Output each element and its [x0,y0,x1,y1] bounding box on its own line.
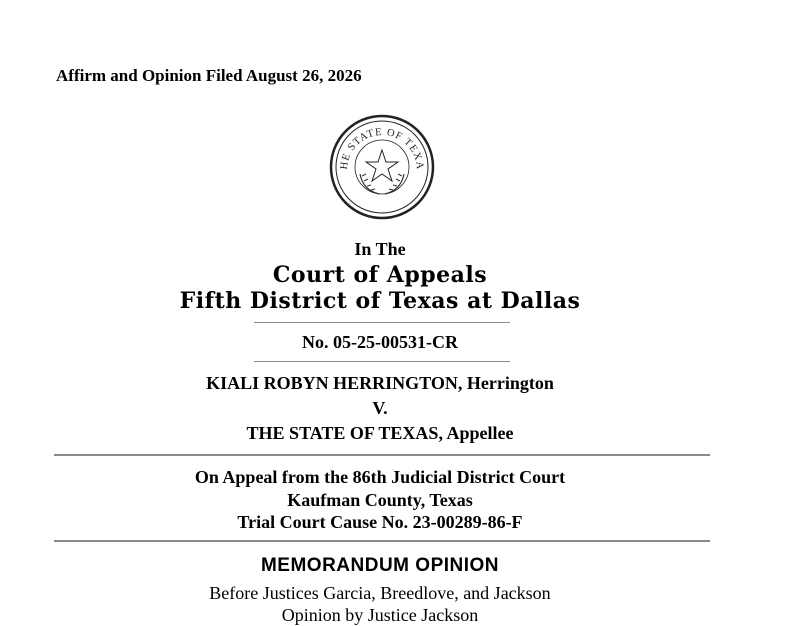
appellant: KIALI ROBYN HERRINGTON, Herrington [206,373,554,393]
divider-bottom [254,361,510,362]
seal-text: HE STATE OF TEXA [338,126,426,171]
appeal-county: Kaufman County, Texas [287,490,473,510]
case-number: No. 05-25-00531-CR [302,332,458,352]
court-district: Fifth District of Texas at Dallas [179,288,581,314]
state-seal [327,112,437,222]
appellee: THE STATE OF TEXAS, Appellee [246,423,514,443]
texas-seal-icon [327,112,437,222]
section-divider-1 [54,454,710,456]
filed-date-line: Affirm and Opinion Filed August 26, 2026 [56,66,362,85]
in-the-heading: In The [354,239,406,259]
appeal-from: On Appeal from the 86th Judicial District Court [194,467,566,487]
versus: V. [372,398,388,418]
section-divider-2 [54,540,710,542]
opinion-author: Opinion by Justice Jackson [281,605,479,625]
opinion-panel: Before Justices Garcia, Breedlove, and Jackson [209,583,551,603]
trial-cause-number: Trial Court Cause No. 23-00289-86-F [237,512,523,532]
divider-top [254,322,510,323]
court-name: Court of Appeals [272,262,488,288]
opinion-title: MEMORANDUM OPINION [260,555,500,576]
